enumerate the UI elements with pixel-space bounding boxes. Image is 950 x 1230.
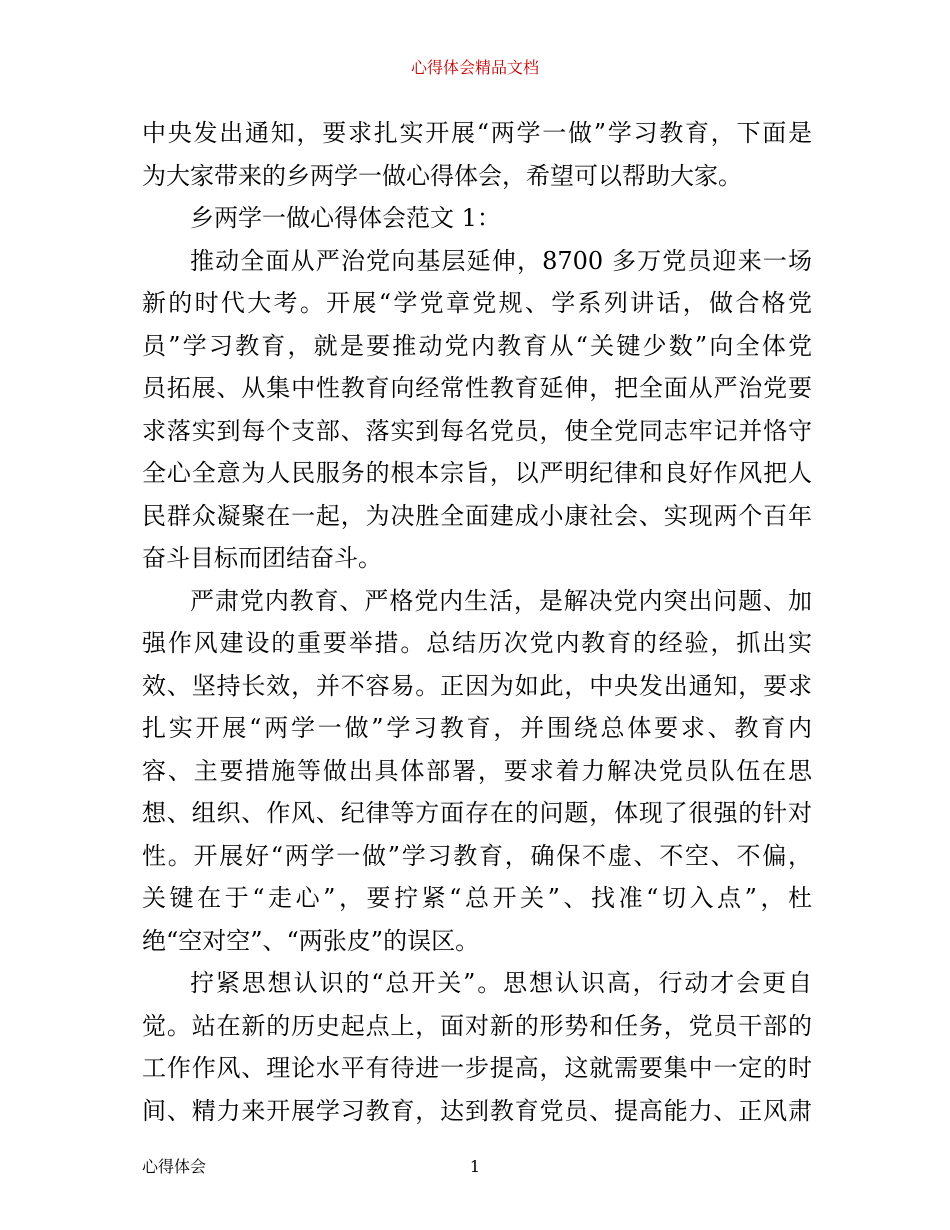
text-line: 容、主要措施等做出具体部署，要求着力解决党员队伍在思 <box>142 756 812 785</box>
text-line: 为大家带来的乡两学一做心得体会，希望可以帮助大家。 <box>142 161 742 190</box>
text-line: 推动全面从严治党向基层延伸，8700 多万党员迎来一场 <box>190 246 812 275</box>
text-line: 员拓展、从集中性教育向经常性教育延伸，把全面从严治党要 <box>142 374 812 402</box>
section-heading: 乡两学一做心得体会范文 1： <box>190 204 501 232</box>
text-line: 工作作风、理论水平有待进一步提高，这就需要集中一定的时 <box>142 1054 812 1082</box>
text-line: 觉。站在新的历史起点上，面对新的形势和任务，党员干部的 <box>142 1011 812 1040</box>
text-line: 绝“空对空”、“两张皮”的误区。 <box>142 926 480 955</box>
page-header-title: 心得体会精品文档 <box>410 58 539 77</box>
text-line: 求落实到每个支部、落实到每名党员，使全党同志牢记并恪守 <box>142 416 812 445</box>
text-line: 全心全意为人民服务的根本宗旨，以严明纪律和良好作风把人 <box>142 459 812 487</box>
text-line: 民群众凝聚在一起，为决胜全面建成小康社会、实现两个百年 <box>142 501 812 530</box>
text-line: 中央发出通知，要求扎实开展“两学一做”学习教育，下面是 <box>142 119 812 147</box>
text-line: 新的时代大考。开展“学党章党规、学系列讲话，做合格党 <box>142 289 812 317</box>
text-line: 扎实开展“两学一做”学习教育，并围绕总体要求、教育内 <box>142 714 812 742</box>
text-line: 严肃党内教育、严格党内生活，是解决党内突出问题、加 <box>190 586 812 615</box>
text-line: 员”学习教育，就是要推动党内教育从“关键少数”向全体党 <box>142 331 812 360</box>
text-line: 强作风建设的重要举措。总结历次党内教育的经验，抓出实 <box>142 629 812 657</box>
page-number: 1 <box>469 1157 481 1176</box>
document-body <box>142 112 812 1132</box>
footer-label: 心得体会 <box>142 1157 207 1176</box>
text-line: 奋斗目标而团结奋斗。 <box>142 544 382 572</box>
text-line: 关键在于“走心”，要拧紧“总开关”、找准“切入点”，杜 <box>142 884 812 912</box>
text-line: 间、精力来开展学习教育，达到教育党员、提高能力、正风肃 <box>142 1096 812 1125</box>
text-line: 性。开展好“两学一做”学习教育，确保不虚、不空、不偏， <box>142 841 812 870</box>
text-line: 效、坚持长效，并不容易。正因为如此，中央发出通知，要求 <box>142 671 812 700</box>
text-line: 想、组织、作风、纪律等方面存在的问题，体现了很强的针对 <box>142 799 812 827</box>
text-line: 拧紧思想认识的“总开关”。思想认识高，行动才会更自 <box>190 969 812 997</box>
